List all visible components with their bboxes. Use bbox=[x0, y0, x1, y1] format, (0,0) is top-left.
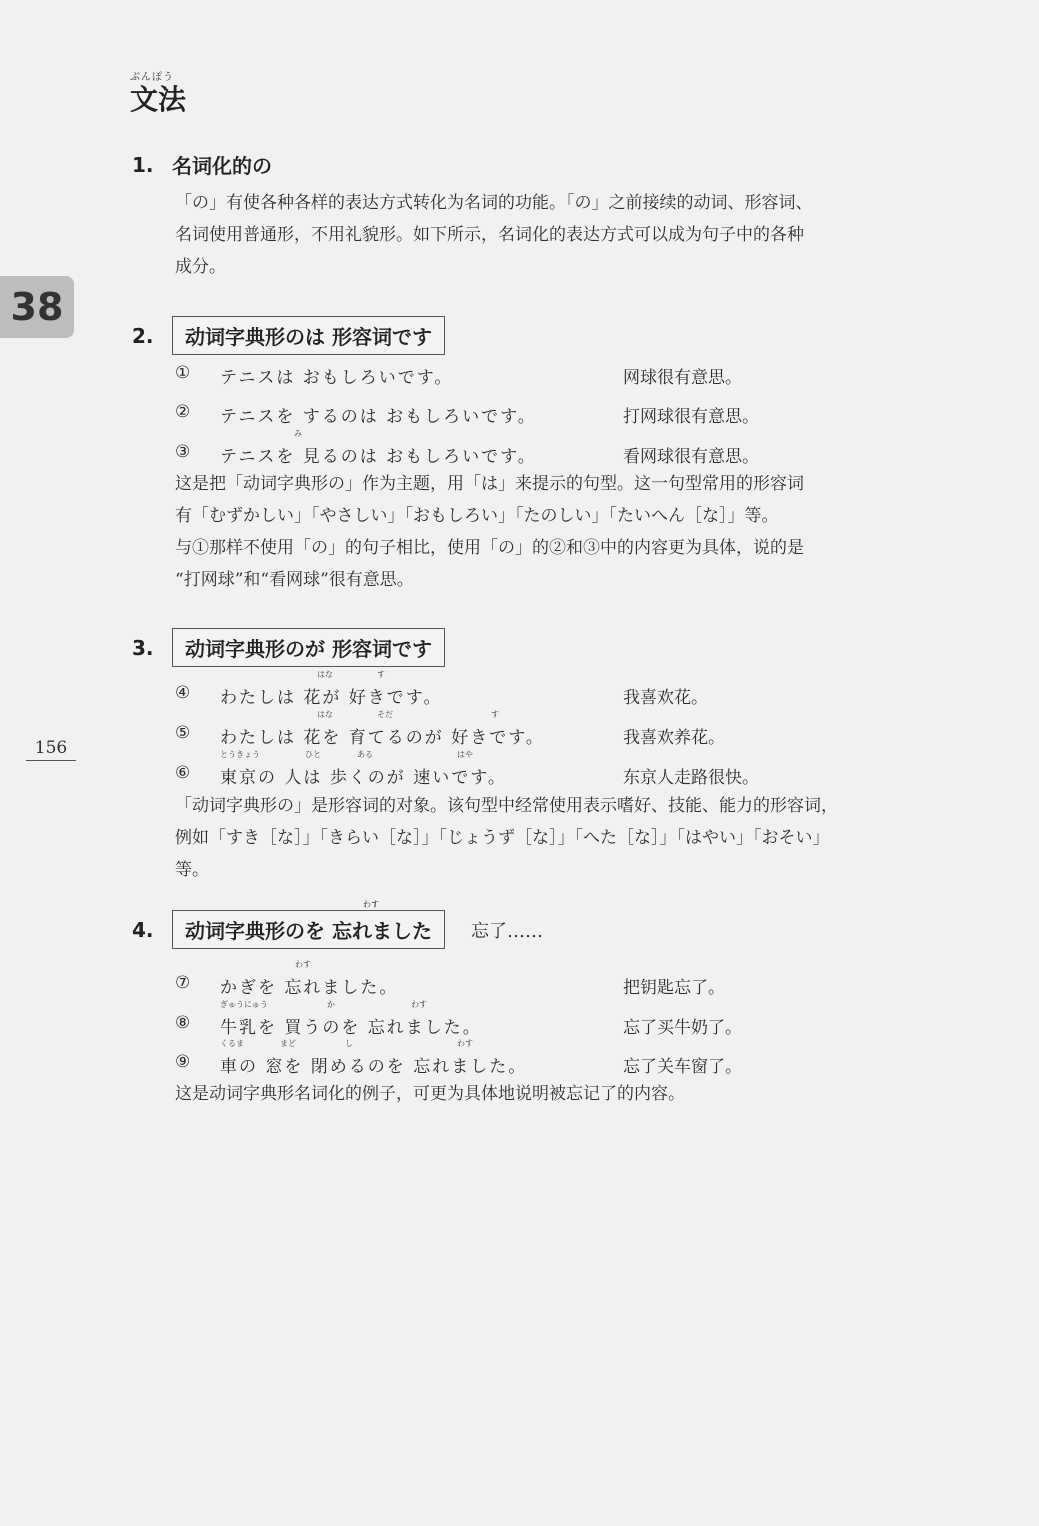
example-chinese: 看网球很有意思。 bbox=[623, 447, 759, 467]
example-japanese: 東京の 人は 歩くのが 速いです。 bbox=[220, 768, 507, 788]
furigana: わす bbox=[411, 1000, 427, 1009]
furigana: み bbox=[294, 429, 302, 438]
text-line: 等。 bbox=[175, 860, 209, 880]
example-number: ⑦ bbox=[175, 973, 191, 993]
furigana: わす bbox=[457, 1039, 473, 1048]
furigana: し bbox=[345, 1039, 353, 1048]
furigana: ひと bbox=[305, 750, 321, 759]
section-1-explanation bbox=[175, 187, 975, 283]
grammar-heading bbox=[130, 72, 186, 116]
pattern-box: 动词字典形のが 形容词です bbox=[172, 628, 445, 667]
text-line: 例如「すき［な］」「きらい［な］」「じょうず［な］」「へた［な］」「はやい」「おそい」 bbox=[175, 828, 830, 848]
section-4-title bbox=[132, 900, 543, 949]
furigana: はや bbox=[457, 750, 473, 759]
section-number: 2. bbox=[132, 323, 154, 348]
page-number: 156 bbox=[26, 738, 76, 761]
heading-title: 文法 bbox=[130, 83, 187, 116]
example-4 bbox=[175, 670, 975, 709]
furigana: はな bbox=[317, 710, 333, 719]
text-line: 这是动词字典形名词化的例子，可更为具体地说明被忘记了的内容。 bbox=[175, 1084, 685, 1104]
section-3-explanation bbox=[175, 790, 975, 886]
furigana: はな bbox=[317, 670, 333, 679]
section-2-explanation bbox=[175, 468, 975, 596]
example-chinese: 东京人走路很快。 bbox=[623, 768, 759, 788]
example-8 bbox=[175, 1000, 975, 1039]
example-number: ③ bbox=[175, 442, 191, 462]
lesson-tab bbox=[0, 276, 74, 338]
example-japanese: わたしは 花を 育てるのが 好きです。 bbox=[220, 728, 545, 748]
example-number: ② bbox=[175, 402, 191, 422]
furigana: とうきょう bbox=[220, 750, 260, 759]
example-japanese: 牛乳を 買うのを 忘れました。 bbox=[220, 1018, 482, 1038]
section-number: 1. bbox=[132, 152, 154, 177]
heading-ruby: ぶんぽう bbox=[130, 72, 174, 83]
example-japanese: テニスは おもしろいです。 bbox=[220, 368, 454, 388]
text-line: 成分。 bbox=[175, 257, 226, 277]
furigana: ある bbox=[357, 750, 373, 759]
example-chinese: 网球很有意思。 bbox=[623, 368, 742, 388]
lesson-number: 38 bbox=[10, 285, 64, 329]
section-2-title bbox=[132, 316, 445, 355]
pattern-meaning: 忘了…… bbox=[470, 920, 543, 942]
example-1 bbox=[175, 357, 975, 389]
furigana: そだ bbox=[377, 710, 393, 719]
section-1-title bbox=[132, 150, 272, 179]
example-chinese: 忘了买牛奶了。 bbox=[623, 1018, 742, 1038]
section-4-explanation bbox=[175, 1078, 975, 1110]
text-line: 名词使用普通形，不用礼貌形。如下所示，名词化的表达方式可以成为句子中的各种 bbox=[175, 225, 804, 245]
example-number: ⑤ bbox=[175, 723, 191, 743]
text-line: 这是把「动词字典形の」作为主题，用「は」来提示的句型。这一句型常用的形容词 bbox=[175, 474, 804, 494]
text-line: 有「むずかしい」「やさしい」「おもしろい」「たのしい」「たいへん［な］」等。 bbox=[175, 506, 779, 526]
example-japanese: 車の 窓を 閉めるのを 忘れました。 bbox=[220, 1057, 528, 1077]
example-2 bbox=[175, 396, 975, 428]
pattern-box: 动词字典形のは 形容词です bbox=[172, 316, 445, 355]
text-line: 与①那样不使用「の」的句子相比，使用「の」的②和③中的内容更为具体，说的是 bbox=[175, 538, 804, 558]
example-japanese: わたしは 花が 好きです。 bbox=[220, 688, 443, 708]
example-number: ① bbox=[175, 363, 191, 383]
example-japanese: テニスを するのは おもしろいです。 bbox=[220, 407, 537, 427]
furigana: わす bbox=[295, 960, 311, 969]
example-9 bbox=[175, 1039, 975, 1078]
furigana: ぎゅうにゅう bbox=[220, 1000, 268, 1009]
text-line: 「动词字典形の」是形容词的对象。该句型中经常使用表示嗜好、技能、能力的形容词， bbox=[175, 796, 838, 816]
furigana: くるま bbox=[220, 1039, 244, 1048]
example-chinese: 打网球很有意思。 bbox=[623, 407, 759, 427]
example-number: ④ bbox=[175, 683, 191, 703]
text-line: “打网球”和“看网球”很有意思。 bbox=[175, 570, 414, 590]
example-6 bbox=[175, 750, 975, 789]
example-japanese: テニスを 見るのは おもしろいです。 bbox=[220, 447, 537, 467]
text-line: 「の」有使各种各样的表达方式转化为名词的功能。「の」之前接续的动词、形容词、 bbox=[175, 193, 813, 213]
pattern-box bbox=[172, 900, 445, 949]
furigana: す bbox=[491, 710, 499, 719]
example-chinese: 忘了关车窗了。 bbox=[623, 1057, 742, 1077]
furigana: す bbox=[377, 670, 385, 679]
title-furigana: わす bbox=[363, 900, 379, 909]
section-number: 3. bbox=[132, 635, 154, 660]
section-number: 4. bbox=[132, 917, 154, 942]
furigana: まど bbox=[280, 1039, 296, 1048]
example-chinese: 我喜欢花。 bbox=[623, 688, 708, 708]
example-number: ⑧ bbox=[175, 1013, 191, 1033]
example-number: ⑨ bbox=[175, 1052, 191, 1072]
section-heading: 名词化的の bbox=[172, 154, 272, 178]
furigana: か bbox=[327, 1000, 335, 1009]
pattern-text: 动词字典形のを 忘れました bbox=[185, 919, 432, 943]
example-chinese: 把钥匙忘了。 bbox=[623, 978, 725, 998]
example-3 bbox=[175, 429, 975, 468]
example-5 bbox=[175, 710, 975, 749]
example-chinese: 我喜欢养花。 bbox=[623, 728, 725, 748]
example-7 bbox=[175, 960, 975, 999]
section-3-title bbox=[132, 628, 445, 667]
example-japanese: かぎを 忘れました。 bbox=[220, 978, 399, 998]
example-number: ⑥ bbox=[175, 763, 191, 783]
